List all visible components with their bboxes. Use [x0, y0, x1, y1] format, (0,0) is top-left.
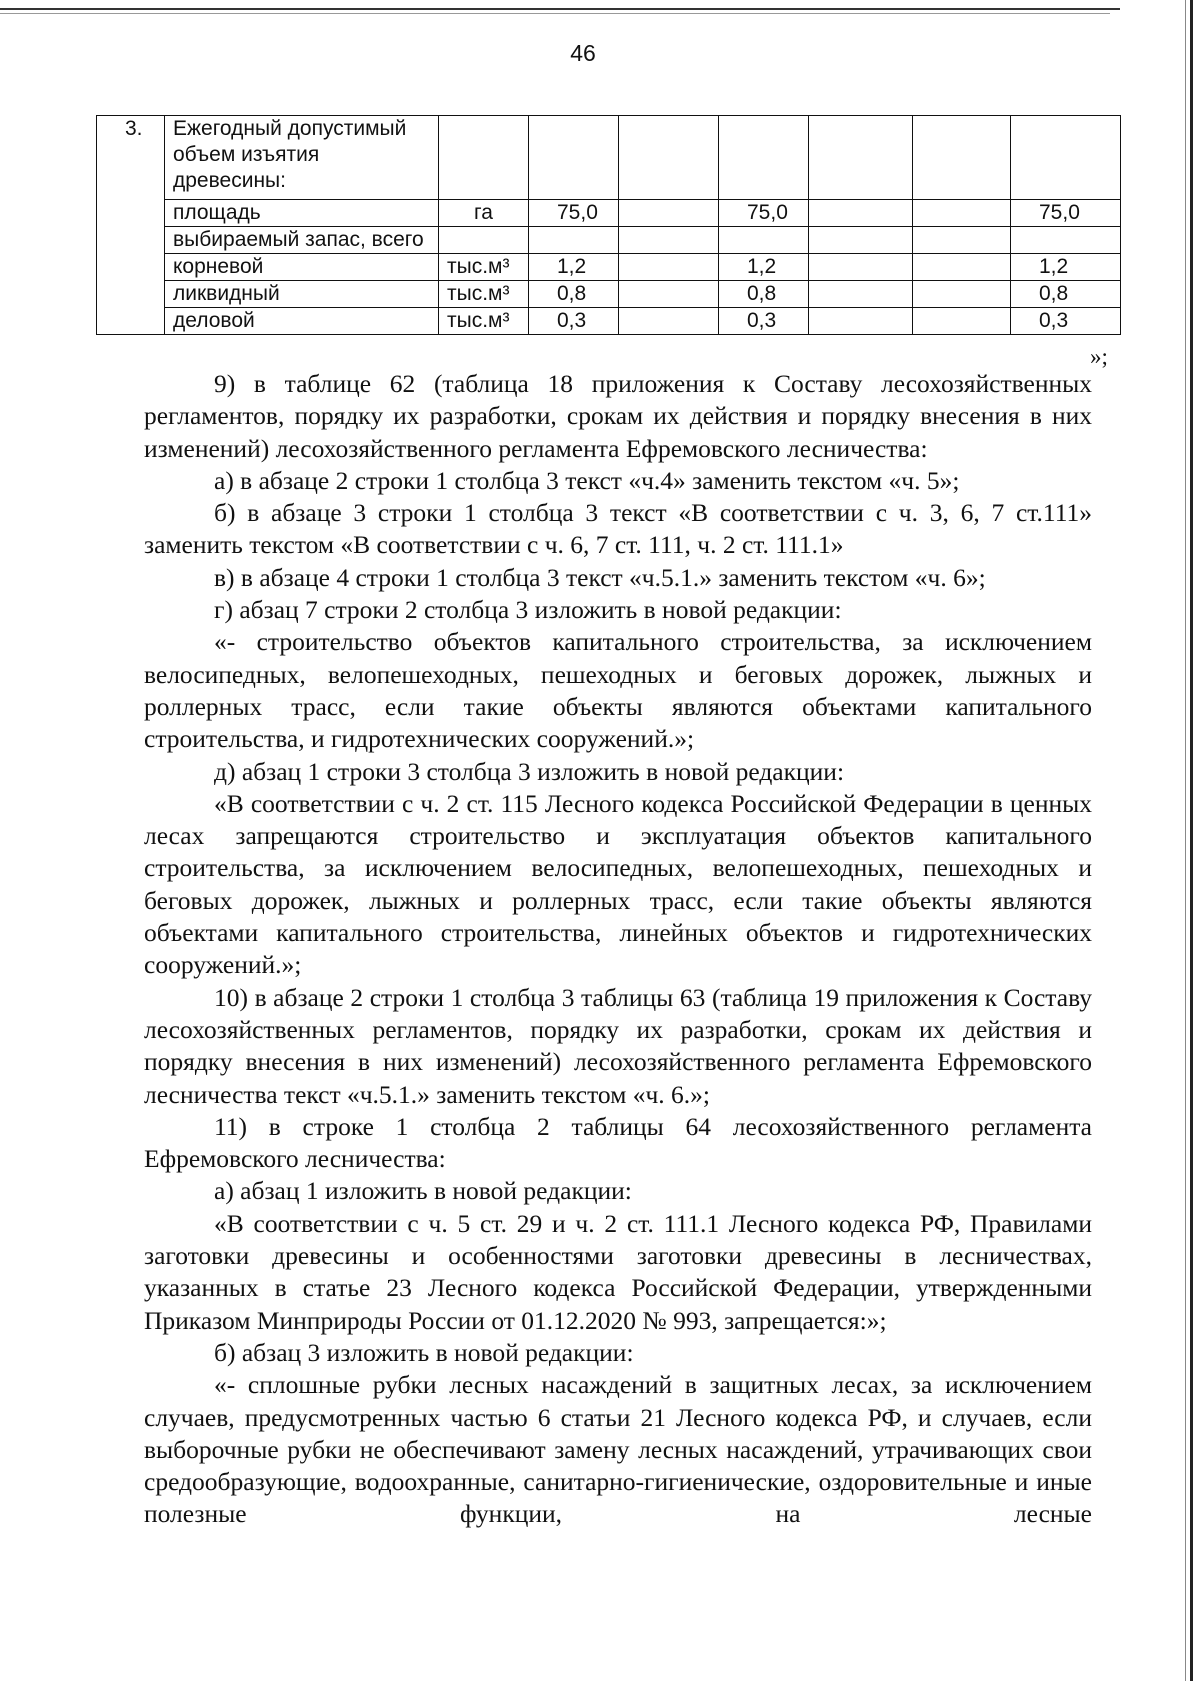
table-closing-quote: »; — [1090, 344, 1108, 369]
empty-cell — [809, 281, 913, 308]
top-border-line-thin — [0, 13, 1110, 14]
empty-cell — [913, 116, 1011, 200]
paragraph: «В соответствии с ч. 2 ст. 115 Лесного кодекса Российской Федерации в ценных лесах запрещаются строительство и эксплуатация объектов капитального строительства, за исключением велосипедных, велопешеходных, пешеходных и беговых дорожек, лыжных и роллерных трасс, если такие объекты являются объектами капитального строительства, линейных объектов и гидротехнических сооружений.»; — [144, 788, 1092, 980]
empty-cell — [619, 308, 719, 335]
row-unit: га — [439, 200, 529, 227]
value-cell-2 — [719, 227, 809, 254]
scan-edge-thin — [1185, 0, 1186, 1681]
value-cell-1: 1,2 — [529, 254, 619, 281]
paragraph: в) в абзаце 4 строки 1 столбца 3 текст «ч.5.1.» заменить текстом «ч. 6»; — [214, 562, 986, 592]
value-cell-1: 0,3 — [529, 308, 619, 335]
forest-volume-table — [96, 115, 1121, 335]
empty-cell — [809, 254, 913, 281]
empty-cell — [619, 200, 719, 227]
empty-cell — [619, 227, 719, 254]
value-cell-2: 75,0 — [719, 200, 809, 227]
empty-cell — [809, 200, 913, 227]
scan-edge — [1190, 0, 1193, 1681]
row-unit — [439, 227, 529, 254]
row-unit: тыс.м³ — [439, 254, 529, 281]
row-label: выбираемый запас, всего — [165, 227, 439, 254]
empty-cell — [619, 281, 719, 308]
value-cell-2: 0,3 — [719, 308, 809, 335]
row-label: площадь — [165, 200, 439, 227]
paragraph: б) в абзаце 3 строки 1 столбца 3 текст «В соответствии с ч. 3, 6, 7 ст.111» заменить текстом «В соответствии с ч. 6, 7 ст. 111, ч. 2 ст. 111.1» — [144, 498, 1092, 560]
row-unit — [439, 116, 529, 200]
value-cell-3 — [1011, 227, 1121, 254]
value-cell-1: 75,0 — [529, 200, 619, 227]
paragraph: б) абзац 3 изложить в новой редакции: — [214, 1337, 634, 1367]
value-cell-3: 75,0 — [1011, 200, 1121, 227]
value-cell-1 — [529, 116, 619, 200]
page-number: 46 — [570, 40, 596, 66]
value-cell-2: 1,2 — [719, 254, 809, 281]
paragraph: д) абзац 1 строки 3 столбца 3 изложить в новой редакции: — [214, 756, 845, 786]
value-cell-1 — [529, 227, 619, 254]
empty-cell — [913, 308, 1011, 335]
top-border-line — [0, 8, 1120, 10]
paragraph: 10) в абзаце 2 строки 1 столбца 3 таблицы 63 (таблица 19 приложения к Составу лесохозяйственных регламентов, порядку их разработки, срокам их действия и порядку внесения в них изменений) лесохозяйственного регламента Ефремовского лесничества текст «ч.5.1.» заменить текстом «ч. 6.»; — [144, 982, 1092, 1109]
value-cell-2 — [719, 116, 809, 200]
empty-cell — [913, 281, 1011, 308]
table-row — [97, 116, 1121, 200]
paragraph: «В соответствии с ч. 5 ст. 29 и ч. 2 ст. 111.1 Лесного кодекса РФ, Правилами заготовки древесины и особенностями заготовки древесины в лесничествах, указанных в статье 23 Лесного кодекса Российской Федерации, утвержденными Приказом Минприроды России от 01.12.2020 № 993, запрещается:»; — [144, 1208, 1092, 1335]
table-row — [97, 308, 1121, 335]
paragraph: 11) в строке 1 столбца 2 таблицы 64 лесохозяйственного регламента Ефремовского лесничества: — [144, 1111, 1092, 1174]
row-number: 3. — [97, 116, 165, 335]
empty-cell — [809, 116, 913, 200]
table-row — [97, 200, 1121, 227]
value-cell-3: 0,8 — [1011, 281, 1121, 308]
empty-cell — [913, 227, 1011, 254]
document-body — [144, 368, 1092, 1531]
empty-cell — [619, 116, 719, 200]
row-label: деловой — [165, 308, 439, 335]
value-cell-3 — [1011, 116, 1121, 200]
paragraph: «- строительство объектов капитального строительства, за исключением велосипедных, велопешеходных, пешеходных и беговых дорожек, лыжных и роллерных трасс, если такие объекты являются объектами капитального строительства, и гидротехнических сооружений.»; — [144, 627, 1092, 754]
value-cell-3: 0,3 — [1011, 308, 1121, 335]
table-row — [97, 227, 1121, 254]
table-row — [97, 281, 1121, 308]
empty-cell — [809, 308, 913, 335]
value-cell-2: 0,8 — [719, 281, 809, 308]
empty-cell — [913, 254, 1011, 281]
paragraph: а) абзац 1 изложить в новой редакции: — [214, 1176, 632, 1206]
paragraph: а) в абзаце 2 строки 1 столбца 3 текст «ч.4» заменить текстом «ч. 5»; — [214, 465, 960, 495]
value-cell-3: 1,2 — [1011, 254, 1121, 281]
empty-cell — [619, 254, 719, 281]
row-label: ликвидный — [165, 281, 439, 308]
row-label: Ежегодный допустимый объем изъятия древесины: — [165, 116, 439, 200]
paragraph: г) абзац 7 строки 2 столбца 3 изложить в новой редакции: — [214, 595, 842, 625]
paragraph: 9) в таблице 62 (таблица 18 приложения к Составу лесохозяйственных регламентов, порядку их разработки, срокам их действия и порядку внесения в них изменений) лесохозяйственного регламента Ефремовского лесничества: — [144, 369, 1092, 463]
table-row — [97, 254, 1121, 281]
paragraph: «- сплошные рубки лесных насаждений в защитных лесах, за исключением случаев, предусмотренных частью 6 статьи 21 Лесного кодекса РФ, и случаев, если выборочные рубки не обеспечивают замену лесных насаждений, утрачивающих свои средообразующие, водоохранные, санитарно-гигиенические, оздоровительные и иные полезные функции, на лесные — [144, 1370, 1092, 1529]
row-label: корневой — [165, 254, 439, 281]
value-cell-1: 0,8 — [529, 281, 619, 308]
empty-cell — [809, 227, 913, 254]
empty-cell — [913, 200, 1011, 227]
row-unit: тыс.м³ — [439, 281, 529, 308]
row-unit: тыс.м³ — [439, 308, 529, 335]
